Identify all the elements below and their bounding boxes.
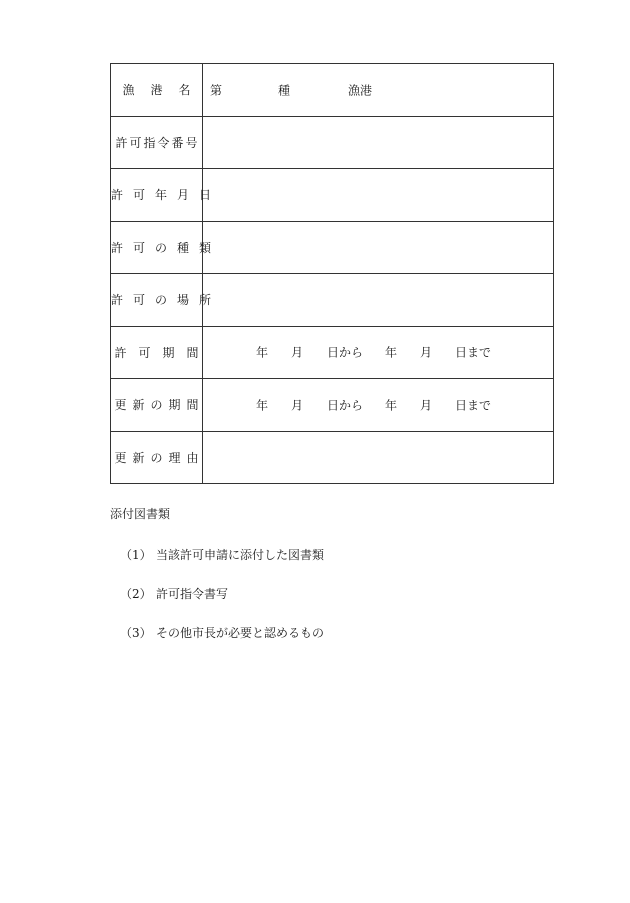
- period-end-month: 月: [420, 345, 433, 360]
- label-renewal-period: 更新の期間: [111, 379, 203, 432]
- attachments-section: [110, 505, 324, 663]
- attachment-number: （1）: [120, 548, 152, 562]
- table-row-renewal-period: [111, 379, 554, 432]
- label-permit-number: 許可指令番号: [111, 116, 203, 169]
- attachments-title: 添付図書類: [110, 507, 171, 521]
- harbor-word: 漁港: [348, 83, 373, 98]
- table-row-permit-type: [111, 221, 554, 274]
- renewal-end-month: 月: [420, 398, 433, 413]
- attachment-text: 許可指令書写: [156, 587, 229, 601]
- permit-renewal-form-table: [110, 63, 554, 484]
- value-permit-date: [203, 169, 554, 222]
- label-permit-period: 許 可 期 間: [111, 326, 203, 379]
- table-row-permit-number: [111, 116, 554, 169]
- label-renewal-reason: 更新の理由: [111, 431, 203, 484]
- attachment-item: [120, 624, 324, 641]
- table-row-permit-period: [111, 326, 554, 379]
- harbor-class-prefix: 第: [210, 83, 223, 98]
- table-row-permit-place: [111, 274, 554, 327]
- value-permit-number: [203, 116, 554, 169]
- attachment-number: （3）: [120, 626, 152, 640]
- value-renewal-reason: [203, 431, 554, 484]
- renewal-start-month: 月: [291, 398, 304, 413]
- value-permit-place: [203, 274, 554, 327]
- value-harbor-name: [203, 64, 554, 117]
- attachment-text: 当該許可申請に添付した図書類: [156, 548, 325, 562]
- period-end-day: 日まで: [455, 345, 492, 360]
- attachment-item: [120, 546, 324, 563]
- label-harbor-name: 漁 港 名: [111, 64, 203, 117]
- renewal-start-year: 年: [256, 398, 269, 413]
- period-start-month: 月: [291, 345, 304, 360]
- renewal-start-day: 日から: [327, 398, 364, 413]
- label-permit-date: 許可年月日: [111, 169, 203, 222]
- period-start-day: 日から: [327, 345, 364, 360]
- label-permit-type: 許可の種類: [111, 221, 203, 274]
- attachment-text: その他市長が必要と認めるもの: [156, 626, 325, 640]
- value-renewal-period: [203, 379, 554, 432]
- renewal-end-year: 年: [385, 398, 398, 413]
- period-start-year: 年: [256, 345, 269, 360]
- table-row-harbor-name: [111, 64, 554, 117]
- harbor-class-suffix: 種: [278, 83, 291, 98]
- value-permit-type: [203, 221, 554, 274]
- attachment-number: （2）: [120, 587, 152, 601]
- renewal-end-day: 日まで: [455, 398, 492, 413]
- table-row-permit-date: [111, 169, 554, 222]
- attachment-item: [120, 585, 324, 602]
- value-permit-period: [203, 326, 554, 379]
- label-permit-place: 許可の場所: [111, 274, 203, 327]
- table-row-renewal-reason: [111, 431, 554, 484]
- period-end-year: 年: [385, 345, 398, 360]
